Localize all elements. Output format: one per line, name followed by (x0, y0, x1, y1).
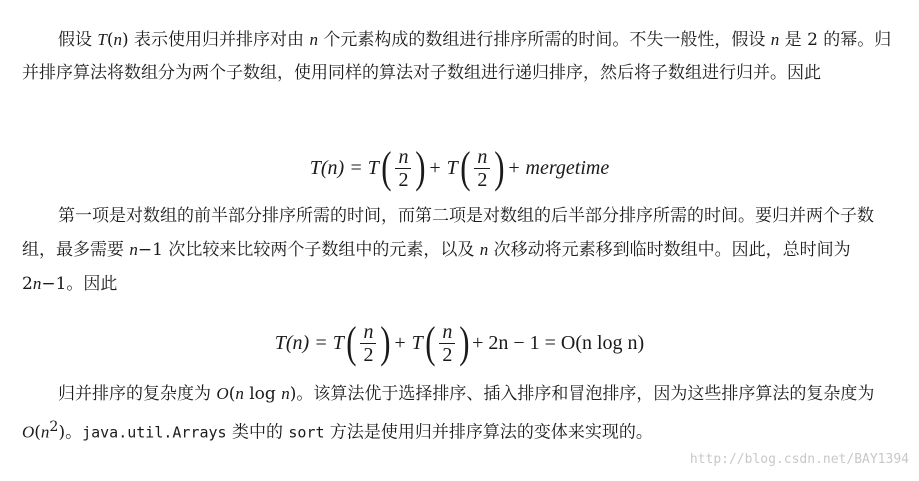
text-run: 是 2 的幂。归并排序算法将数组分为两个子数组，使用同样的算法对子数组进行递归排序，然后将子数组进行归并。因此 (22, 30, 892, 83)
right-paren: ) (494, 143, 505, 192)
fraction (360, 321, 376, 366)
math-var: n (309, 30, 318, 49)
text-run: 个元素构成的数组进行排序所需的时间。不失一般性，假设 (317, 30, 771, 50)
left-paren: ( (381, 143, 392, 192)
fraction-denominator: 2 (360, 343, 376, 366)
fraction-numerator: n (442, 320, 453, 343)
text-run: 假设 (58, 30, 98, 50)
left-paren: ( (346, 318, 357, 367)
formula-plus-term: + T (393, 331, 423, 354)
right-paren: ) (459, 318, 470, 367)
math-var: n (770, 30, 780, 49)
formula-tail: + 2n − 1 = O(n log n) (472, 331, 645, 354)
text-run: 第一项是对数组的前半部分排序所需的时间，而第二项是对数组的后半部分排序所需的时间。要归并两个子数组，最多需要 (22, 206, 874, 260)
fraction-denominator: 2 (474, 168, 490, 191)
text-run: ( (228, 384, 236, 404)
math-var: n (129, 240, 138, 259)
paragraph-explanation (22, 200, 902, 301)
paragraph-complexity (22, 377, 902, 450)
formula-plus-term: + T (428, 156, 458, 179)
math-var: n (479, 240, 489, 259)
right-paren: ) (415, 143, 426, 192)
text-run: 方法是使用归并排序算法的变体来实现的。 (324, 422, 653, 443)
superscript: 2 (49, 419, 59, 435)
code-class-name: java.util.Arrays (82, 423, 227, 442)
right-paren: ) (380, 318, 391, 367)
watermark: http://blog.csdn.net/BAY1394 (689, 452, 909, 467)
text-run: )。该算法优于选择排序、插入排序和冒泡排序，因为这些排序算法的复杂度为 (289, 384, 875, 404)
fraction (395, 146, 411, 191)
math-var: O (216, 384, 229, 403)
math-var: T (97, 30, 107, 49)
fraction-numerator: n (477, 145, 488, 168)
text-run: log (243, 384, 282, 404)
formula-lhs: T(n) = T (274, 331, 344, 354)
math-var: n (281, 384, 290, 403)
text-run: 次移动将元素移到临时数组中。因此，总时间为 2 (22, 240, 851, 294)
text-run: ( (106, 30, 114, 50)
text-run: 类中的 (226, 422, 289, 443)
fraction (474, 146, 490, 191)
fraction-numerator: n (398, 145, 409, 168)
text-run: )。 (58, 422, 83, 443)
fraction-numerator: n (363, 320, 374, 343)
math-var: O (22, 422, 35, 442)
text-run: ) 表示使用归并排序对由 (122, 30, 310, 50)
paragraph-intro (22, 23, 902, 90)
text-run: 归并排序的复杂度为 (58, 384, 217, 404)
formula-tail: + mergetime (507, 156, 610, 179)
math-var: n (32, 274, 42, 293)
fraction-denominator: 2 (439, 343, 455, 366)
formula-lhs: T(n) = T (309, 156, 379, 179)
formula-total (0, 315, 919, 371)
formula-recurrence (0, 140, 919, 196)
text-run: −1。因此 (41, 274, 118, 294)
fraction (439, 321, 455, 366)
left-paren: ( (459, 143, 471, 192)
text-run: −1 次比较来比较两个子数组中的元素，以及 (137, 240, 480, 260)
text-run: ( (34, 422, 41, 443)
left-paren: ( (424, 318, 436, 367)
math-var: n (113, 30, 123, 49)
fraction-denominator: 2 (395, 168, 411, 191)
math-var: n (235, 384, 244, 403)
code-method-name: sort (288, 423, 325, 442)
math-var: n (40, 422, 50, 442)
